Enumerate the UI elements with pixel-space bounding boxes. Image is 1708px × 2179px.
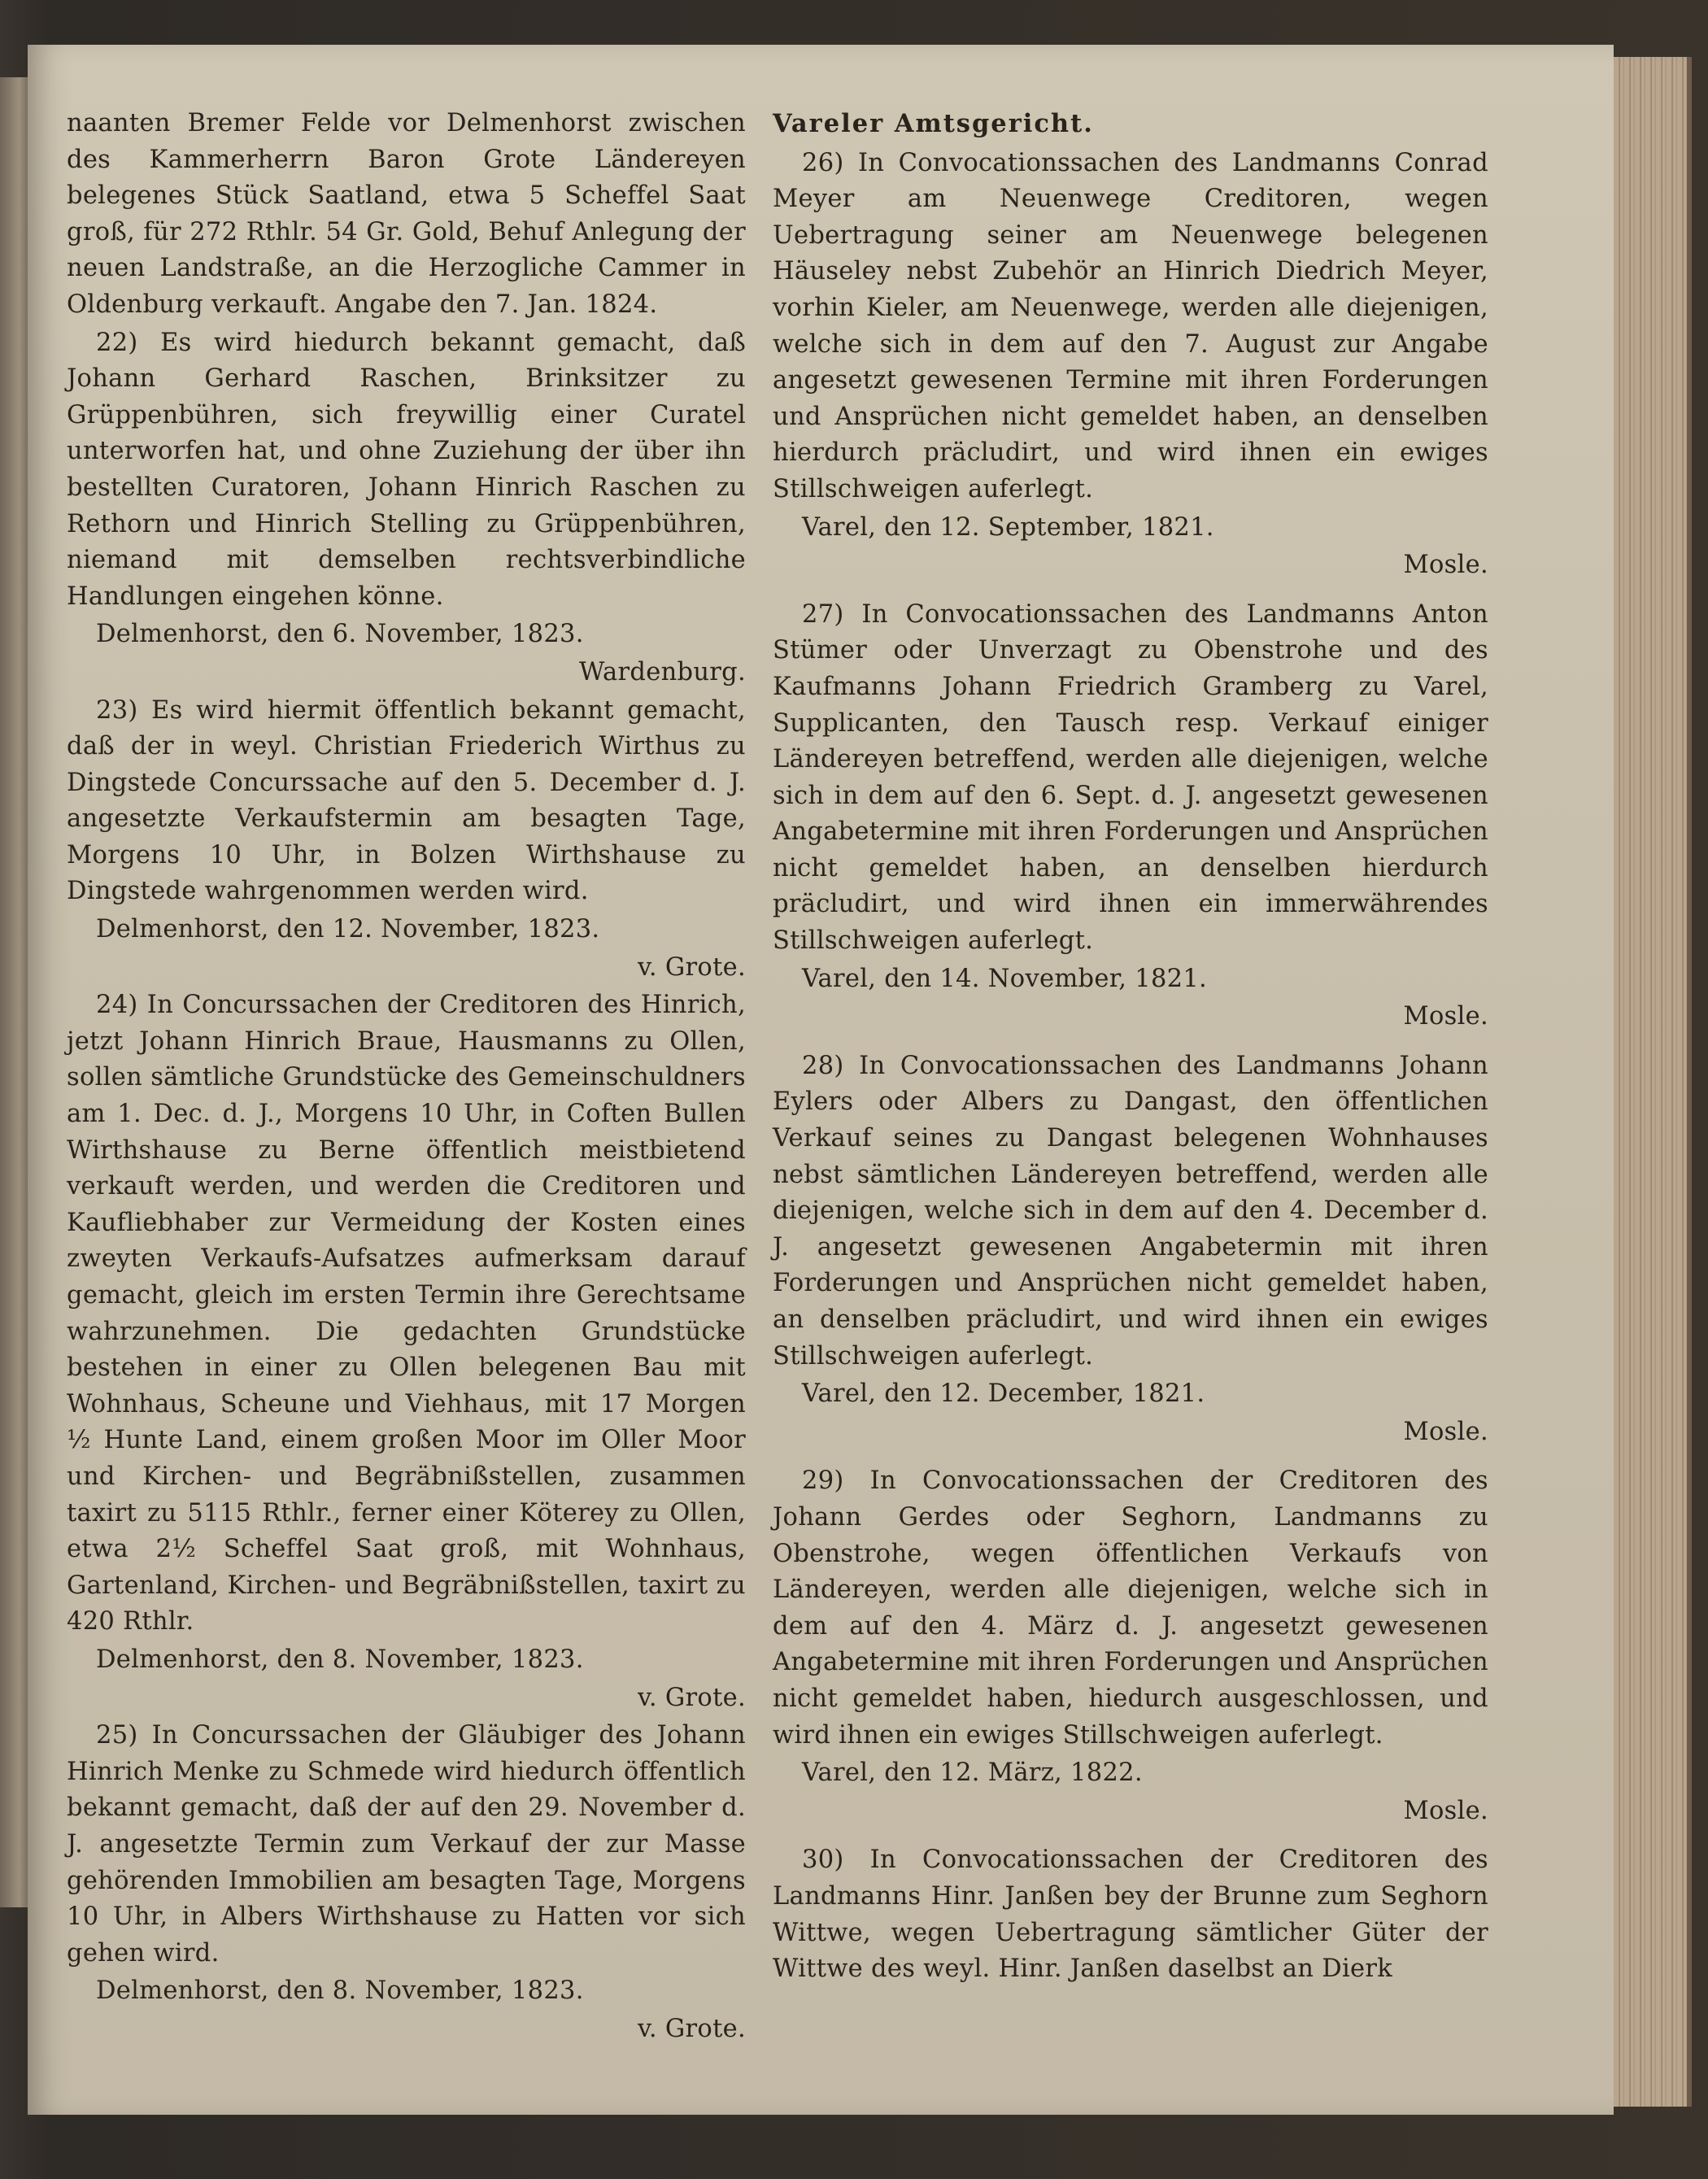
notice-24-date: Delmenhorst, den 8. November, 1823.: [96, 1645, 584, 1674]
notice-26-date: Varel, den 12. September, 1821.: [802, 512, 1214, 542]
page-stack-edge: [1614, 57, 1692, 2107]
spacer: [773, 1037, 1488, 1048]
notice-27-signature: Mosle.: [1403, 1002, 1488, 1031]
notice-27-text: 27) In Convocationssachen des Landmanns Anton Stümer oder Unverzagt zu Obenstrohe und des Kaufmanns Johann Friedrich Gramberg zu Varel, Supplicanten, den Tausch resp. Verkauf einiger Ländereyen betreffend, werden alle diejenigen, welche sich in dem auf den 6. Sept. d. J. angesetzt gewesenen Angabetermine mit ihren Forderungen und Ansprüchen nicht gemeldet haben, an denselben hierdurch präcludirt, und wird ihnen ein immerwährendes Stillschweigen auferlegt.: [773, 599, 1488, 956]
left-page-edge: [0, 77, 28, 1907]
notice-25-date: Delmenhorst, den 8. November, 1823.: [96, 1976, 584, 2006]
notice-26-text: 26) In Convocationssachen des Landmanns Conrad Meyer am Neuenwege Creditoren, wegen Uebertragung seiner am Neuenwege belegenen Häuseley nebst Zubehör an Hinrich Diedrich Meyer, vorhin Kieler, am Neuenwege, werden alle diejenigen, welche sich in dem auf den 7. August zur Angabe angesetzt gewesenen Termine mit ihren Forderungen und Ansprüchen nicht gemeldet haben, an denselben hierdurch präcludirt, und wird ihnen ein ewiges Stillschweigen auferlegt.: [773, 148, 1488, 503]
notice-23-signature: v. Grote.: [637, 952, 746, 982]
notice-30-text: 30) In Convocationssachen der Creditoren des Landmanns Hinr. Janßen bey der Brunne zum Seghorn Wittwe, wegen Uebertragung sämtlicher Güter der Wittwe des weyl. Hinr. Janßen daselbst an Dierk: [773, 1846, 1488, 1984]
notice-22-date: Delmenhorst, den 6. November, 1823.: [96, 620, 584, 649]
right-column: [773, 106, 1488, 1989]
notice-22-signature: Wardenburg.: [579, 657, 746, 686]
notice-25-text: 25) In Concurssachen der Gläubiger des Johann Hinrich Menke zu Schmede wird hiedurch öffentlich bekannt gemacht, daß der auf den 29. November d. J. angesetzte Termin zum Verkauf der zur Masse gehörenden Immobilien am besagten Tage, Morgens 10 Uhr, in Albers Wirthshause zu Hatten vor sich gehen wird.: [67, 1721, 746, 1968]
notice-24-text: 24) In Concurssachen der Creditoren des Hinrich, jetzt Johann Hinrich Braue, Hausmanns zu Ollen, sollen sämtliche Grundstücke des Gemeinschuldners am 1. Dec. d. J., Morgens 10 Uhr, in Coften Bullen Wirthshause zu Berne öffentlich meistbietend verkauft werden, und werden die Creditoren und Kaufliebhaber zur Vermeidung der Kosten eines zweyten Verkaufs-Aufsatzes aufmerksam darauf gemacht, gleich im ersten Termin ihre Gerechtsame wahrzunehmen. Die gedachten Grundstücke bestehen in einer zu Ollen belegenen Bau mit Wohnhaus, Scheune und Viehhaus, mit 17 Morgen ½ Hunte Land, einem großen Moor im Oller Moor und Kirchen- und Begräbnißstellen, zusammen taxirt zu 5115 Rthlr., ferner einer Köterey zu Ollen, etwa 2½ Scheffel Saat groß, mit Wohnhaus, Gartenland, Kirchen- und Begräbnißstellen, taxirt zu 420 Rthlr.: [67, 991, 746, 1636]
notice-28-date: Varel, den 12. December, 1821.: [802, 1379, 1205, 1409]
notice-25-signature: v. Grote.: [637, 2014, 746, 2043]
notice-27-date: Varel, den 14. November, 1821.: [802, 964, 1208, 993]
notice-29-signature: Mosle.: [1403, 1796, 1488, 1825]
notice-26-signature: Mosle.: [1403, 551, 1488, 580]
spacer: [773, 1831, 1488, 1842]
left-column: [67, 106, 746, 2049]
notice-23-date: Delmenhorst, den 12. November, 1823.: [96, 915, 600, 944]
notice-29-text: 29) In Convocationssachen der Creditoren des Johann Gerdes oder Seghorn, Landmanns zu Obenstrohe, wegen öffentlichen Verkaufs von Ländereyen, werden alle diejenigen, welche sich in dem auf den 4. März d. J. angesetzt gewesenen Angabetermine mit ihren Forderungen und Ansprüchen nicht gemeldet haben, hiedurch ausgeschlossen, und wird ihnen ein ewiges Stillschweigen auferlegt.: [773, 1466, 1488, 1750]
notice-24-signature: v. Grote.: [637, 1683, 746, 1712]
notice-28-signature: Mosle.: [1403, 1417, 1488, 1446]
notice-22-text: 22) Es wird hiedurch bekannt gemacht, daß Johann Gerhard Raschen, Brinksitzer zu Grüppenbühren, sich freywillig einer Curatel unterworfen hat, und ohne Zuziehung der über ihn bestellten Curatoren, Johann Hinrich Raschen zu Rethorn und Hinrich Stelling zu Grüppenbühren, niemand mit demselben rechtsverbindliche Handlungen eingehen könne.: [67, 328, 746, 611]
notice-21-continuation: naanten Bremer Felde vor Delmenhorst zwischen des Kammerherrn Baron Grote Ländereyen belegenes Stück Saatland, etwa 5 Scheffel Saat groß, für 272 Rthlr. 54 Gr. Gold, Behuf Anlegung der neuen Landstraße, an die Herzogliche Cammer in Oldenburg verkauft. Angabe den 7. Jan. 1824.: [67, 109, 746, 319]
spacer: [773, 1452, 1488, 1463]
section-heading: Vareler Amtsgericht.: [773, 109, 1094, 138]
notice-29-date: Varel, den 12. März, 1822.: [802, 1758, 1143, 1788]
spacer: [773, 586, 1488, 597]
notice-28-text: 28) In Convocationssachen des Landmanns Johann Eylers oder Albers zu Dangast, den öffentlichen Verkauf seines zu Dangast belegenen Wohnhauses nebst sämtlichen Ländereyen betreffend, werden alle diejenigen, welche sich in dem auf den 4. December d. J. angesetzt gewesenen Angabetermin mit ihren Forderungen und Ansprüchen nicht gemeldet haben, an denselben präcludirt, und wird ihnen ein ewiges Stillschweigen auferlegt.: [773, 1051, 1488, 1371]
notice-23-text: 23) Es wird hiermit öffentlich bekannt gemacht, daß der in weyl. Christian Friederich Wirthus zu Dingstede Concurssache auf den 5. December d. J. angesetzte Verkaufstermin am besagten Tage, Morgens 10 Uhr, in Bolzen Wirthshause zu Dingstede wahrgenommen werden wird.: [67, 695, 746, 906]
